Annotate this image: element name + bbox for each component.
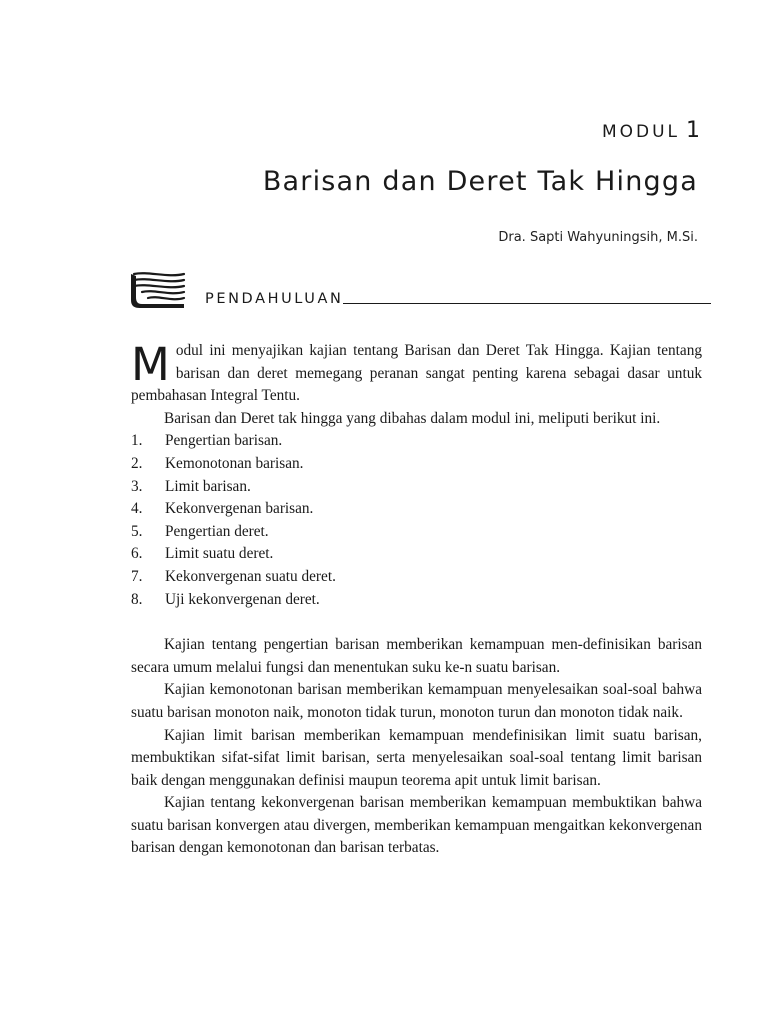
list-item-number: 1. bbox=[131, 432, 143, 450]
topic-list bbox=[131, 430, 702, 611]
module-word: MODUL bbox=[601, 122, 680, 142]
list-item-number: 8. bbox=[131, 590, 143, 608]
list-item bbox=[131, 498, 702, 521]
list-item-text: Kekonvergenan barisan. bbox=[165, 500, 314, 518]
list-item bbox=[131, 430, 702, 453]
list-item-text: Kekonvergenan suatu deret. bbox=[165, 567, 336, 585]
module-number: 1 bbox=[686, 118, 700, 143]
section-heading bbox=[205, 291, 711, 307]
body-paragraph: Kajian kemonotonan barisan memberikan kemampuan menyelesaikan soal-soal bahwa suatu barisan monoton naik, monoton tidak turun, monoton turun dan monoton tidak naik. bbox=[131, 681, 702, 721]
page-title: Barisan dan Deret Tak Hingga bbox=[262, 166, 698, 197]
list-item bbox=[131, 543, 702, 566]
list-item-number: 6. bbox=[131, 545, 143, 563]
list-item-text: Pengertian barisan. bbox=[165, 432, 283, 450]
list-item-text: Kemonotonan barisan. bbox=[165, 454, 304, 472]
list-item-text: Uji kekonvergenan deret. bbox=[165, 590, 320, 608]
body-paragraph: Kajian tentang pengertian barisan memberikan kemampuan men-definisikan barisan secara umum melalui fungsi dan menentukan suku ke-n suatu barisan. bbox=[131, 636, 702, 676]
document-body bbox=[131, 340, 702, 860]
list-item bbox=[131, 566, 702, 589]
list-item-text: Limit suatu deret. bbox=[165, 545, 274, 563]
drop-cap: M bbox=[131, 338, 170, 391]
list-item bbox=[131, 589, 702, 612]
body-paragraph: Kajian limit barisan memberikan kemampuan mendefinisikan limit suatu barisan, membuktikan sifat-sifat limit barisan, serta menyelesaikan soal-soal tentang limit barisan baik dengan menggunakan definisi maupun teorema apit untuk limit barisan. bbox=[131, 726, 702, 789]
list-item bbox=[131, 521, 702, 544]
list-item-number: 2. bbox=[131, 454, 143, 472]
list-intro: Barisan dan Deret tak hingga yang dibahas dalam modul ini, meliputi berikut ini. bbox=[164, 409, 661, 427]
list-item-number: 5. bbox=[131, 522, 143, 540]
section-heading-label: PENDAHULUAN bbox=[205, 291, 344, 307]
list-item-number: 3. bbox=[131, 477, 143, 495]
list-item-text: Limit barisan. bbox=[165, 477, 251, 495]
module-label bbox=[602, 118, 700, 143]
list-item bbox=[131, 453, 702, 476]
intro-text: odul ini menyajikan kajian tentang Barisan dan Deret Tak Hingga. Kajian tentang barisan dan deret memegang peranan sangat penting karena sebagai dasar untuk pembahasan Integral Tentu. bbox=[131, 342, 702, 405]
list-item-text: Pengertian deret. bbox=[165, 522, 269, 540]
body-paragraph: Kajian tentang kekonvergenan barisan memberikan kemampuan membuktikan bahwa suatu barisan konvergen atau divergen, memberikan kemampuan mengaitkan kekonvergenan barisan dengan kemonotonan dan barisan terbatas. bbox=[131, 794, 702, 857]
book-icon bbox=[128, 270, 186, 312]
author-name: Dra. Sapti Wahyuningsih, M.Si. bbox=[498, 230, 698, 245]
list-item-number: 4. bbox=[131, 500, 143, 518]
list-item bbox=[131, 476, 702, 499]
intro-paragraph bbox=[131, 340, 702, 408]
section-heading-rule bbox=[343, 303, 711, 304]
list-item-number: 7. bbox=[131, 567, 143, 585]
paragraph-spacer bbox=[131, 611, 702, 634]
